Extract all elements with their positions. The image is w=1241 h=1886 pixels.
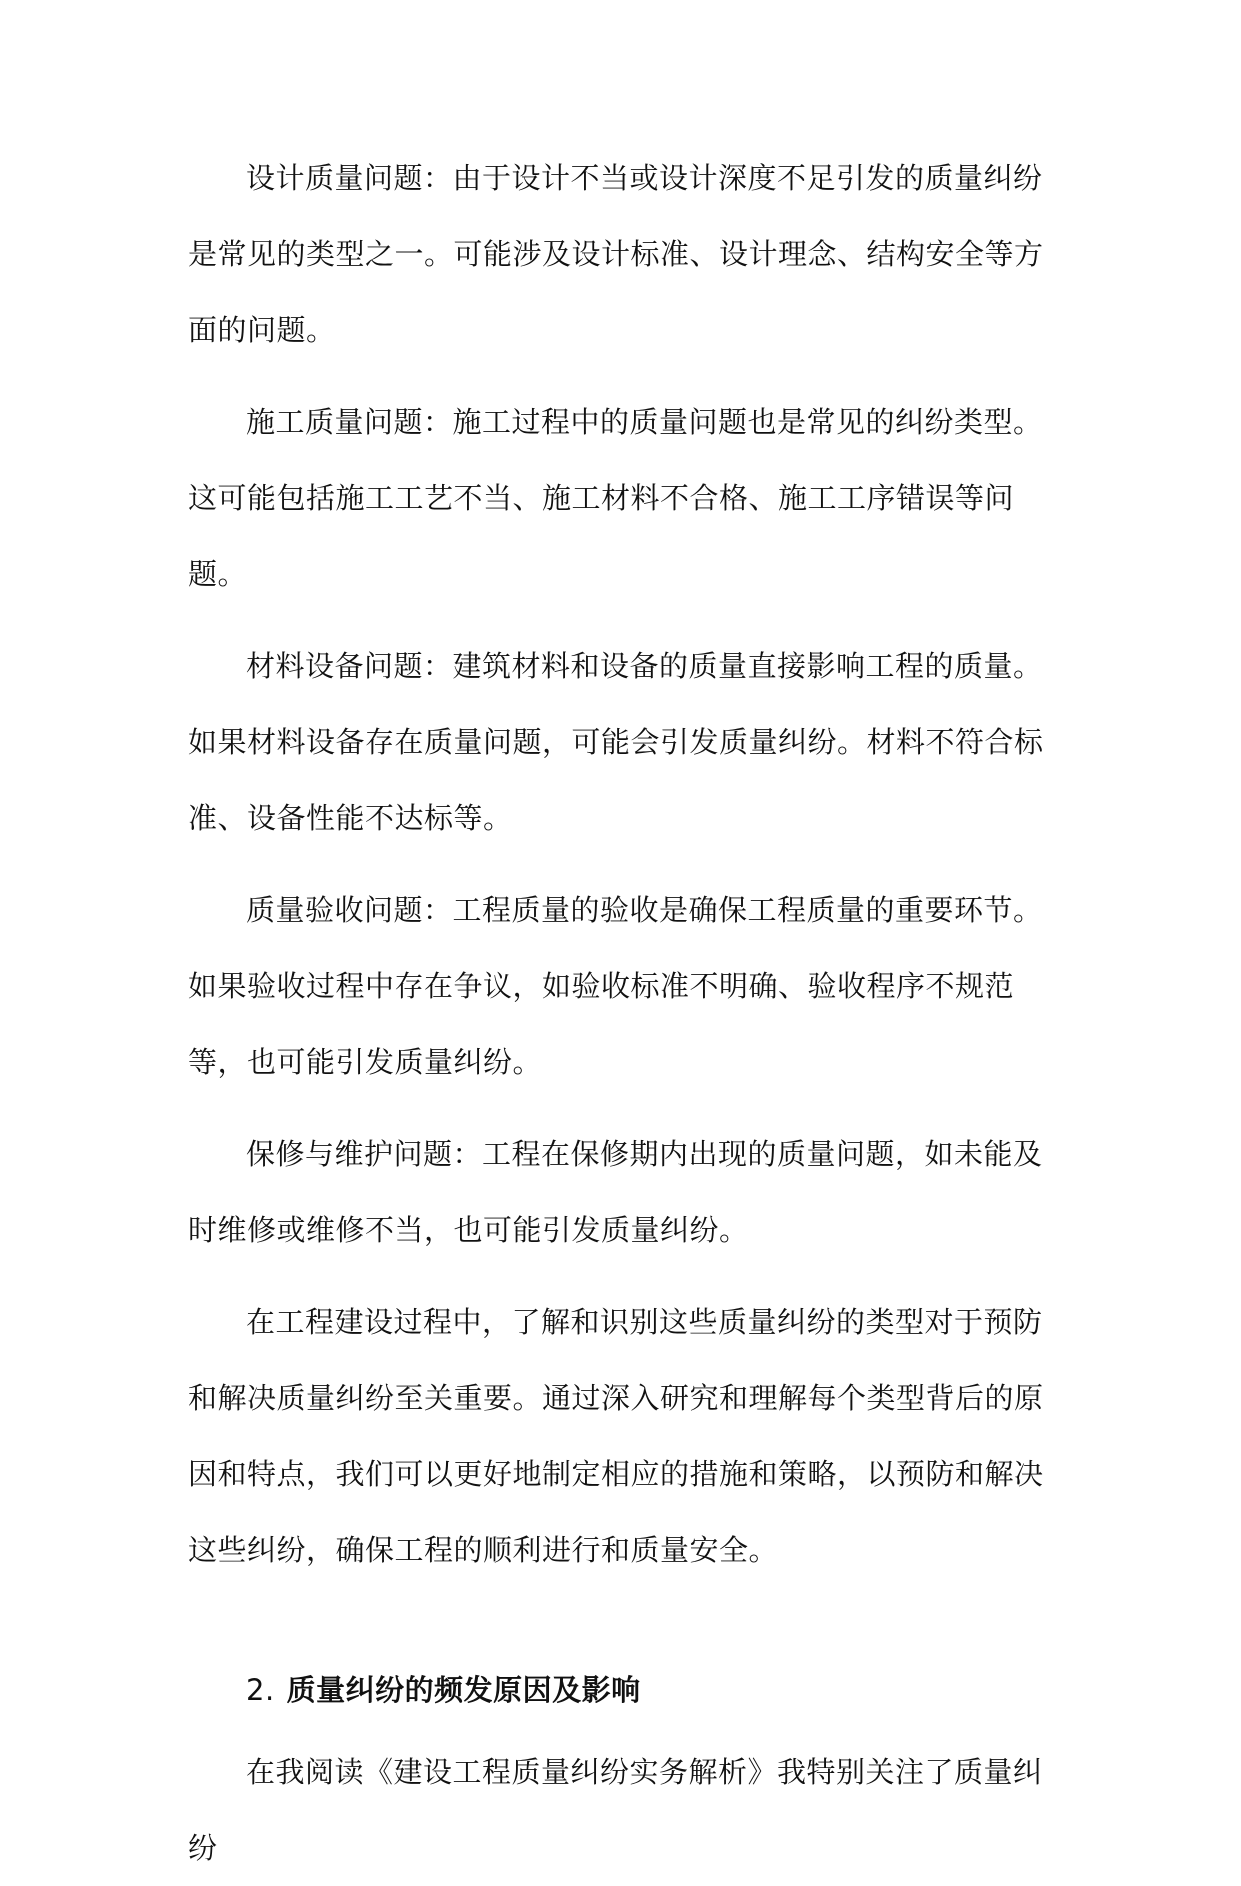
document-body [188, 140, 1060, 1886]
paragraph-quality-acceptance: 质量验收问题：工程质量的验收是确保工程质量的重要环节。如果验收过程中存在争议，如验收标准不明确、验收程序不规范等，也可能引发质量纠纷。 [188, 893, 1043, 1079]
paragraph-summary: 在工程建设过程中，了解和识别这些质量纠纷的类型对于预防和解决质量纠纷至关重要。通过深入研究和理解每个类型背后的原因和特点，我们可以更好地制定相应的措施和策略，以预防和解决这些纠纷，确保工程的顺利进行和质量安全。 [188, 1305, 1044, 1567]
paragraph-reading-intro: 在我阅读《建设工程质量纠纷实务解析》我特别关注了质量纠纷 [188, 1755, 1043, 1865]
paragraph-construction-quality: 施工质量问题：施工过程中的质量问题也是常见的纠纷类型。这可能包括施工工艺不当、施工材料不合格、施工工序错误等问题。 [188, 405, 1043, 591]
section-number: 2. [246, 1673, 275, 1707]
paragraph-warranty-maintenance: 保修与维护问题：工程在保修期内出现的质量问题，如未能及时维修或维修不当，也可能引发质量纠纷。 [188, 1137, 1043, 1247]
paragraph-materials-equipment: 材料设备问题：建筑材料和设备的质量直接影响工程的质量。如果材料设备存在质量问题，可能会引发质量纠纷。材料不符合标准、设备性能不达标等。 [188, 649, 1044, 835]
paragraph-design-quality: 设计质量问题：由于设计不当或设计深度不足引发的质量纠纷是常见的类型之一。可能涉及设计标准、设计理念、结构安全等方面的问题。 [188, 161, 1044, 347]
section-heading [188, 1654, 1060, 1726]
section-title: 质量纠纷的频发原因及影响 [286, 1673, 641, 1707]
